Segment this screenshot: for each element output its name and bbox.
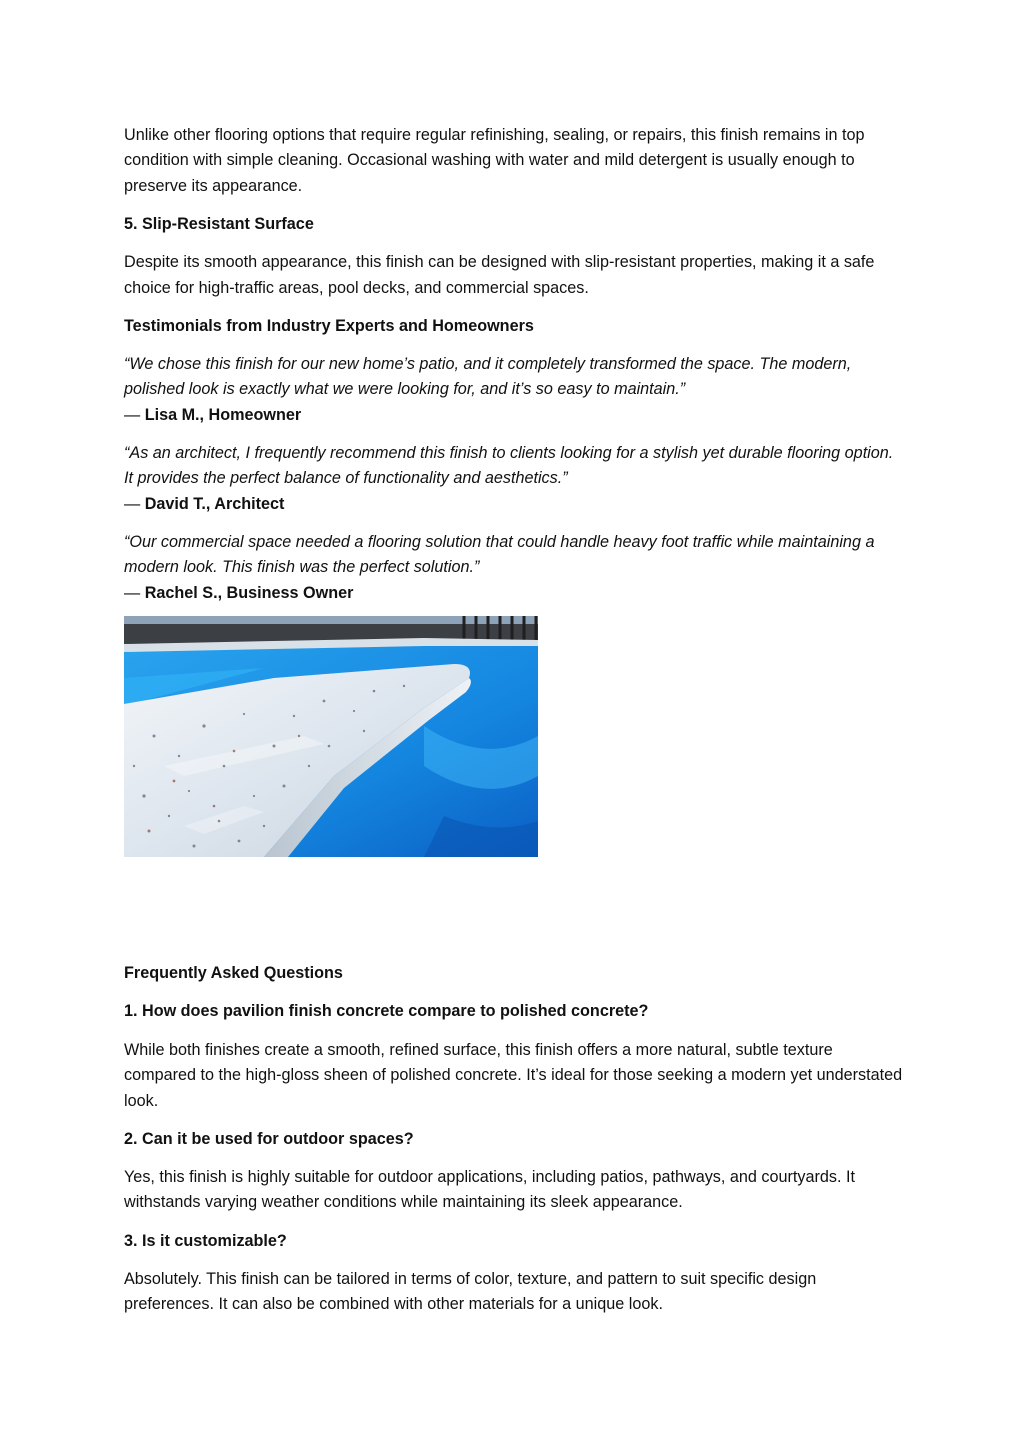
- testimonials-heading: Testimonials from Industry Experts and Homeowners: [124, 316, 534, 335]
- testimonial-author: Lisa M., Homeowner: [144, 405, 302, 424]
- testimonial-author: Rachel S., Business Owner: [144, 583, 354, 602]
- testimonial-author: David T., Architect: [144, 494, 285, 513]
- em-dash: —: [124, 494, 145, 513]
- faq-question-1: 1. How does pavilion finish concrete compare to polished concrete?: [124, 1002, 649, 1021]
- testimonial-attribution: [124, 581, 904, 606]
- testimonial-quote: “As an architect, I frequently recommend this finish to clients looking for a stylish yet durable flooring option. It provides the perfect balance of functionality and aesthetics.”: [124, 444, 894, 488]
- em-dash: —: [124, 583, 145, 602]
- faq-question-2: 2. Can it be used for outdoor spaces?: [124, 1129, 414, 1148]
- spacer: [124, 857, 904, 961]
- document-page: [124, 123, 904, 1318]
- section-heading-slip-resistant: 5. Slip-Resistant Surface: [124, 215, 314, 234]
- testimonial-quote: “Our commercial space needed a flooring solution that could handle heavy foot traffic while maintaining a modern look. This finish was the perfect solution.”: [124, 533, 875, 577]
- faq-question-3: 3. Is it customizable?: [124, 1231, 287, 1250]
- testimonial-2: [124, 441, 904, 517]
- em-dash: —: [124, 405, 145, 424]
- faq-answer-3: Absolutely. This finish can be tailored in terms of color, texture, and pattern to suit specific design preferences. It can also be combined with other materials for a unique look.: [124, 1269, 817, 1314]
- faq-answer-1: While both finishes create a smooth, refined surface, this finish offers a more natural, subtle texture compared to the high-gloss sheen of polished concrete. It’s ideal for those seeking a modern yet understated look.: [124, 1040, 903, 1110]
- intro-paragraph: Unlike other flooring options that require regular refinishing, sealing, or repairs, this finish remains in top condition with simple cleaning. Occasional washing with water and mild detergent is usually enough to preserve its appearance.: [124, 126, 865, 195]
- testimonial-quote: “We chose this finish for our new home’s patio, and it completely transformed the space. The modern, polished look is exactly what we were looking for, and it’s so easy to maintain.”: [124, 355, 852, 399]
- terrazzo-pool-edge-photo: [124, 616, 538, 857]
- testimonial-attribution: [124, 403, 904, 428]
- faq-answer-2: Yes, this finish is highly suitable for outdoor applications, including patios, pathways, and courtyards. It withstands varying weather conditions while maintaining its sleek appearance.: [124, 1167, 855, 1212]
- testimonial-1: [124, 352, 904, 428]
- testimonial-3: [124, 530, 904, 606]
- section-body-slip-resistant: Despite its smooth appearance, this finish can be designed with slip-resistant properties, making it a safe choice for high-traffic areas, pool decks, and commercial spaces.: [124, 253, 875, 297]
- faq-heading: Frequently Asked Questions: [124, 964, 343, 983]
- testimonial-attribution: [124, 492, 904, 517]
